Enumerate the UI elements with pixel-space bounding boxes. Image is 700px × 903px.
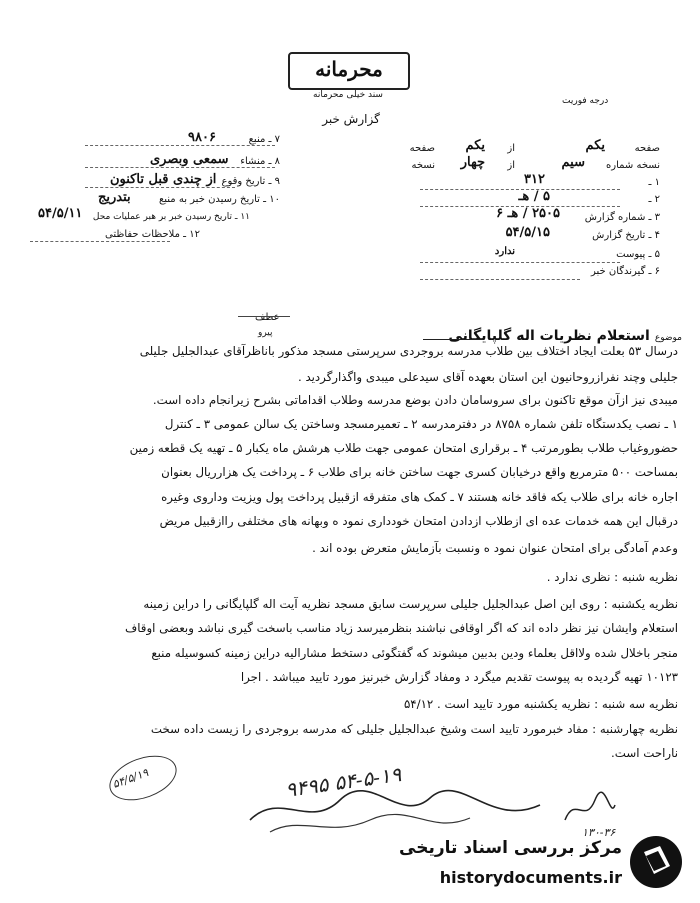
watermark <box>399 828 690 898</box>
field-label: ۹ ـ تاریخ وقوع <box>221 176 280 187</box>
body-line: درسال ۵۳ بعلت ایجاد اختلاف بین طلاب مدرسه بروجردی سرپرستی مسجد مذکور باناظرآقای عبدالجلیل جلیلی <box>139 344 678 358</box>
watermark-url: historydocuments.ir <box>439 868 622 887</box>
body-line: استعلام وایشان نیز نظر داده اند که اگر اوقافی نباشند بنظرمیرسد زیاد مناسب باسخت گیری نباشد وبعضی اوقاف <box>124 621 678 635</box>
field-label: ۱۰ ـ تاریخ رسیدن خبر به منبع <box>158 194 280 205</box>
document-logo-icon <box>630 836 682 888</box>
body-line: اجاره خانه برای طلاب یکه فاقد خانه هستند ۷ ـ کمک های متفرقه ازقبیل پرداخت پول ویزیت وداروی وغیره <box>161 490 678 504</box>
field-label: ۱ ـ <box>648 177 660 188</box>
atf-label: عطف <box>255 312 280 323</box>
body-line: نظریه سه شنبه : نظریه یکشنبه مورد تایید است . ۵۴/۱۲ <box>403 697 678 711</box>
body-line: بمساحت ۵۰۰ مترمربع واقع درخیابان کسری جهت ساختن خانه برای طلاب ۶ ـ پرداخت یک هزارریال بعنوان <box>161 465 678 479</box>
body-line: ۱ ـ نصب یکدستگاه تلفن شماره ۸۷۵۸ در دفترمدرسه ۲ ـ تعمیرمسجد وساختن یک سالن عمومی ۳ ـ کنترل <box>164 417 678 431</box>
body-line: منجر باخلال شده ولااقل بعلماء ودین بدبین میشوند که گفتگوئی دستخط مشاراليه دراین زمینه کسوسیله منبع <box>151 646 678 660</box>
subject <box>448 325 682 344</box>
body-line: حضوروغیاب طلاب بطورمرتب ۴ ـ برقراری امتحان عمومی جهت طلاب هرشش ماه یکبار ۵ ـ تهیه یک قطعه زمین <box>129 441 678 455</box>
bottom-right-note: ۱۳۰-۳۶ <box>582 826 616 839</box>
field-value: سیم <box>561 155 585 170</box>
field-label: ۶ ـ گیرندگان خبر <box>590 266 660 277</box>
field-label: صفحه <box>634 143 660 154</box>
body-line: وعدم آمادگی برای امتحان عنوان نمود ه ونسبت بآزمایش متعرض بوده اند . <box>312 541 678 555</box>
field-value: ۲۵۰۵ / هـ ۶ <box>496 206 560 221</box>
stamp-date: ۵۴/۵/۱۹ <box>110 766 151 791</box>
subject-underline <box>423 339 483 340</box>
field-label: ۵ ـ پیوست <box>616 249 660 260</box>
body-line: ناراحت است. <box>611 746 678 760</box>
field-label: نسخه شماره <box>606 160 660 171</box>
field-value: ندارد <box>494 246 515 257</box>
body-line: نظریه چهارشنبه : مفاد خبرمورد تایید است وشیخ عبدالجلیل جلیلی که مدرسه بروجردی را زیست داده سخت <box>150 722 678 736</box>
field-label: ۱۱ ـ تاریخ رسیدن خبر بر هبر عملیات محل <box>92 212 250 222</box>
field-value: ۹۸۰۶ <box>188 130 216 145</box>
body-line: نظریه شنبه : نظری ندارد . <box>546 570 678 584</box>
field-value: ۳۱۲ <box>524 172 545 187</box>
field-label: نسخه <box>411 160 435 171</box>
field-label: ۷ ـ منبع <box>248 134 280 145</box>
field-label: ۲ ـ <box>648 194 660 205</box>
field-value: از چندی قبل تاکنون <box>110 172 217 187</box>
signature-mark <box>560 790 620 830</box>
field-value: ۵۴/۵/۱۵ <box>505 225 550 240</box>
field-label: ۱۲ ـ ملاحظات حفاظتی <box>105 229 200 240</box>
field-label: از <box>507 143 515 154</box>
field-value: بتدریج <box>98 190 131 205</box>
field-value: یکم <box>585 138 605 153</box>
stamp-text: محرمانه <box>315 57 383 81</box>
body-line: میبدی نیز ازآن موقع تاکنون برای سروسامان دادن بوضع مدرسه وطلاب اقداماتی بشرح زیرانجام داده است. <box>152 393 678 407</box>
priority-label: درجه فوریت <box>562 96 609 106</box>
field-label: از <box>507 160 515 171</box>
field-label: صفحه <box>409 143 435 154</box>
confidential-stamp <box>288 52 410 90</box>
peyro-label: پیرو <box>258 328 273 338</box>
field-value: ۵۴/۵/۱۱ <box>38 206 83 221</box>
field-value: چهار <box>460 155 485 170</box>
subject-label: موضوع <box>654 333 682 343</box>
subject-text: استعلام نظریات اله گلپایگانی <box>448 328 650 344</box>
field-label: ۳ ـ شماره گزارش <box>584 212 660 223</box>
atf-line <box>238 316 290 327</box>
field-value: سمعی وبصری <box>150 152 229 167</box>
body-line: جلیلی وچند نفرازروحانیون این استان بعهده آقای سیدعلی میبدی واگذارگردید . <box>297 370 678 384</box>
field-value: یکم <box>465 138 485 153</box>
watermark-title: مرکز بررسی اسناد تاریخی <box>399 838 622 858</box>
field-label: ۴ ـ تاریخ گزارش <box>592 230 660 241</box>
body-line: نظریه یکشنبه : روی این اصل عبدالجلیل جلیلی سرپرست سابق مسجد نظریه آیت اله گلپایگانی را دراین زمینه <box>143 597 678 611</box>
field-value: ۵ / هـ <box>518 189 550 204</box>
handwritten-code: ۹۴۹۵ ۵۴-۵-۱۹ <box>283 762 403 802</box>
body-line: ۱۰۱۲۳ تهیه گردیده به پیوست تقدیم میگرد د ومفاد گزارش خبرنیز مورد تایید میباشد . اجرا <box>240 670 678 684</box>
report-title: گزارش خبر <box>322 112 380 126</box>
body-line: درقبال این همه خدمات عده ای ازطلاب ازدادن امتحان خودداری نمود ه وبهانه های مختلفی راازقبیل مریض <box>159 514 678 528</box>
field-label: ۸ ـ منشاء <box>240 156 280 167</box>
stamp-subtitle: سند خیلی محرمانه <box>313 90 383 100</box>
